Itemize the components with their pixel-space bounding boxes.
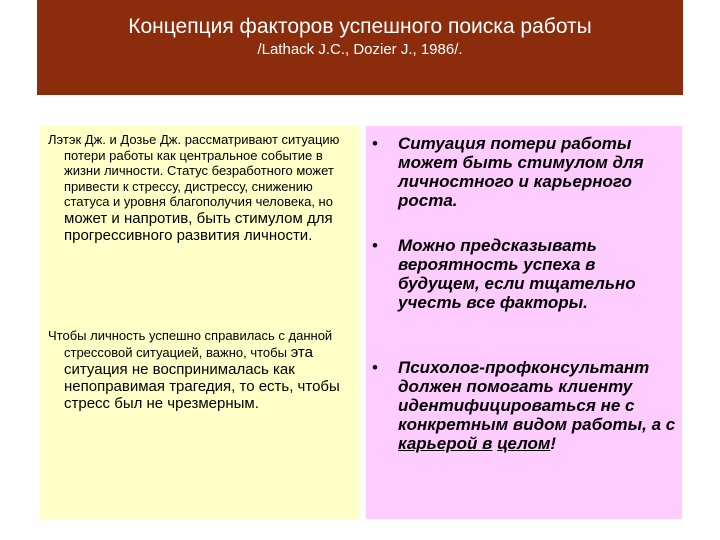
paragraph-1-emphasis: может и напротив, быть стимулом для прогрессивного развития личности. [64, 209, 333, 244]
consultant-text: Психолог-профконсультант должен помогать клиенту идентифицироваться не с конкретным видом работы, а с [398, 358, 676, 434]
consultant-underline-2: целом [497, 434, 551, 453]
bullet-text-growth: Ситуация потери работы может быть стимулом для личностного и карьерного роста. [398, 134, 644, 210]
bullet-icon: • [372, 358, 378, 377]
right-bullets-panel [366, 126, 682, 519]
paragraph-stress-concept [48, 132, 356, 244]
paragraph-2-text: Чтобы личность успешно справилась с данной стрессовой ситуацией, важно, чтобы [48, 328, 333, 360]
bullet-icon: • [372, 236, 378, 255]
page-title: Концепция факторов успешного поиска работы [128, 15, 592, 38]
title-banner [37, 0, 683, 95]
bullet-text-prediction: Можно предсказывать вероятность успеха в будущем, если тщательно учесть все факторы. [398, 236, 636, 312]
bullet-text-consultant [398, 358, 678, 453]
page-subtitle: /Lathack J.C., Dozier J., 1986/. [257, 41, 463, 58]
left-text-panel [40, 126, 360, 519]
consultant-exclamation: ! [550, 434, 557, 453]
consultant-underline-1: карьерой в [398, 434, 493, 453]
bullet-icon: • [372, 134, 378, 153]
paragraph-1-text: Лэтэк Дж. и Дозье Дж. рассматривают ситуацию потери работы как центральное событие в жизни личности. Статус безработного может привести к стрессу, дистрессу, снижению статуса и уровня благополучия человека, но [48, 132, 340, 209]
paragraph-2-emphasis: эта ситуация не воспринималась как непоправимая трагедия, то есть, чтобы стресс был не чрезмерным. [64, 343, 340, 412]
paragraph-coping [48, 328, 356, 412]
